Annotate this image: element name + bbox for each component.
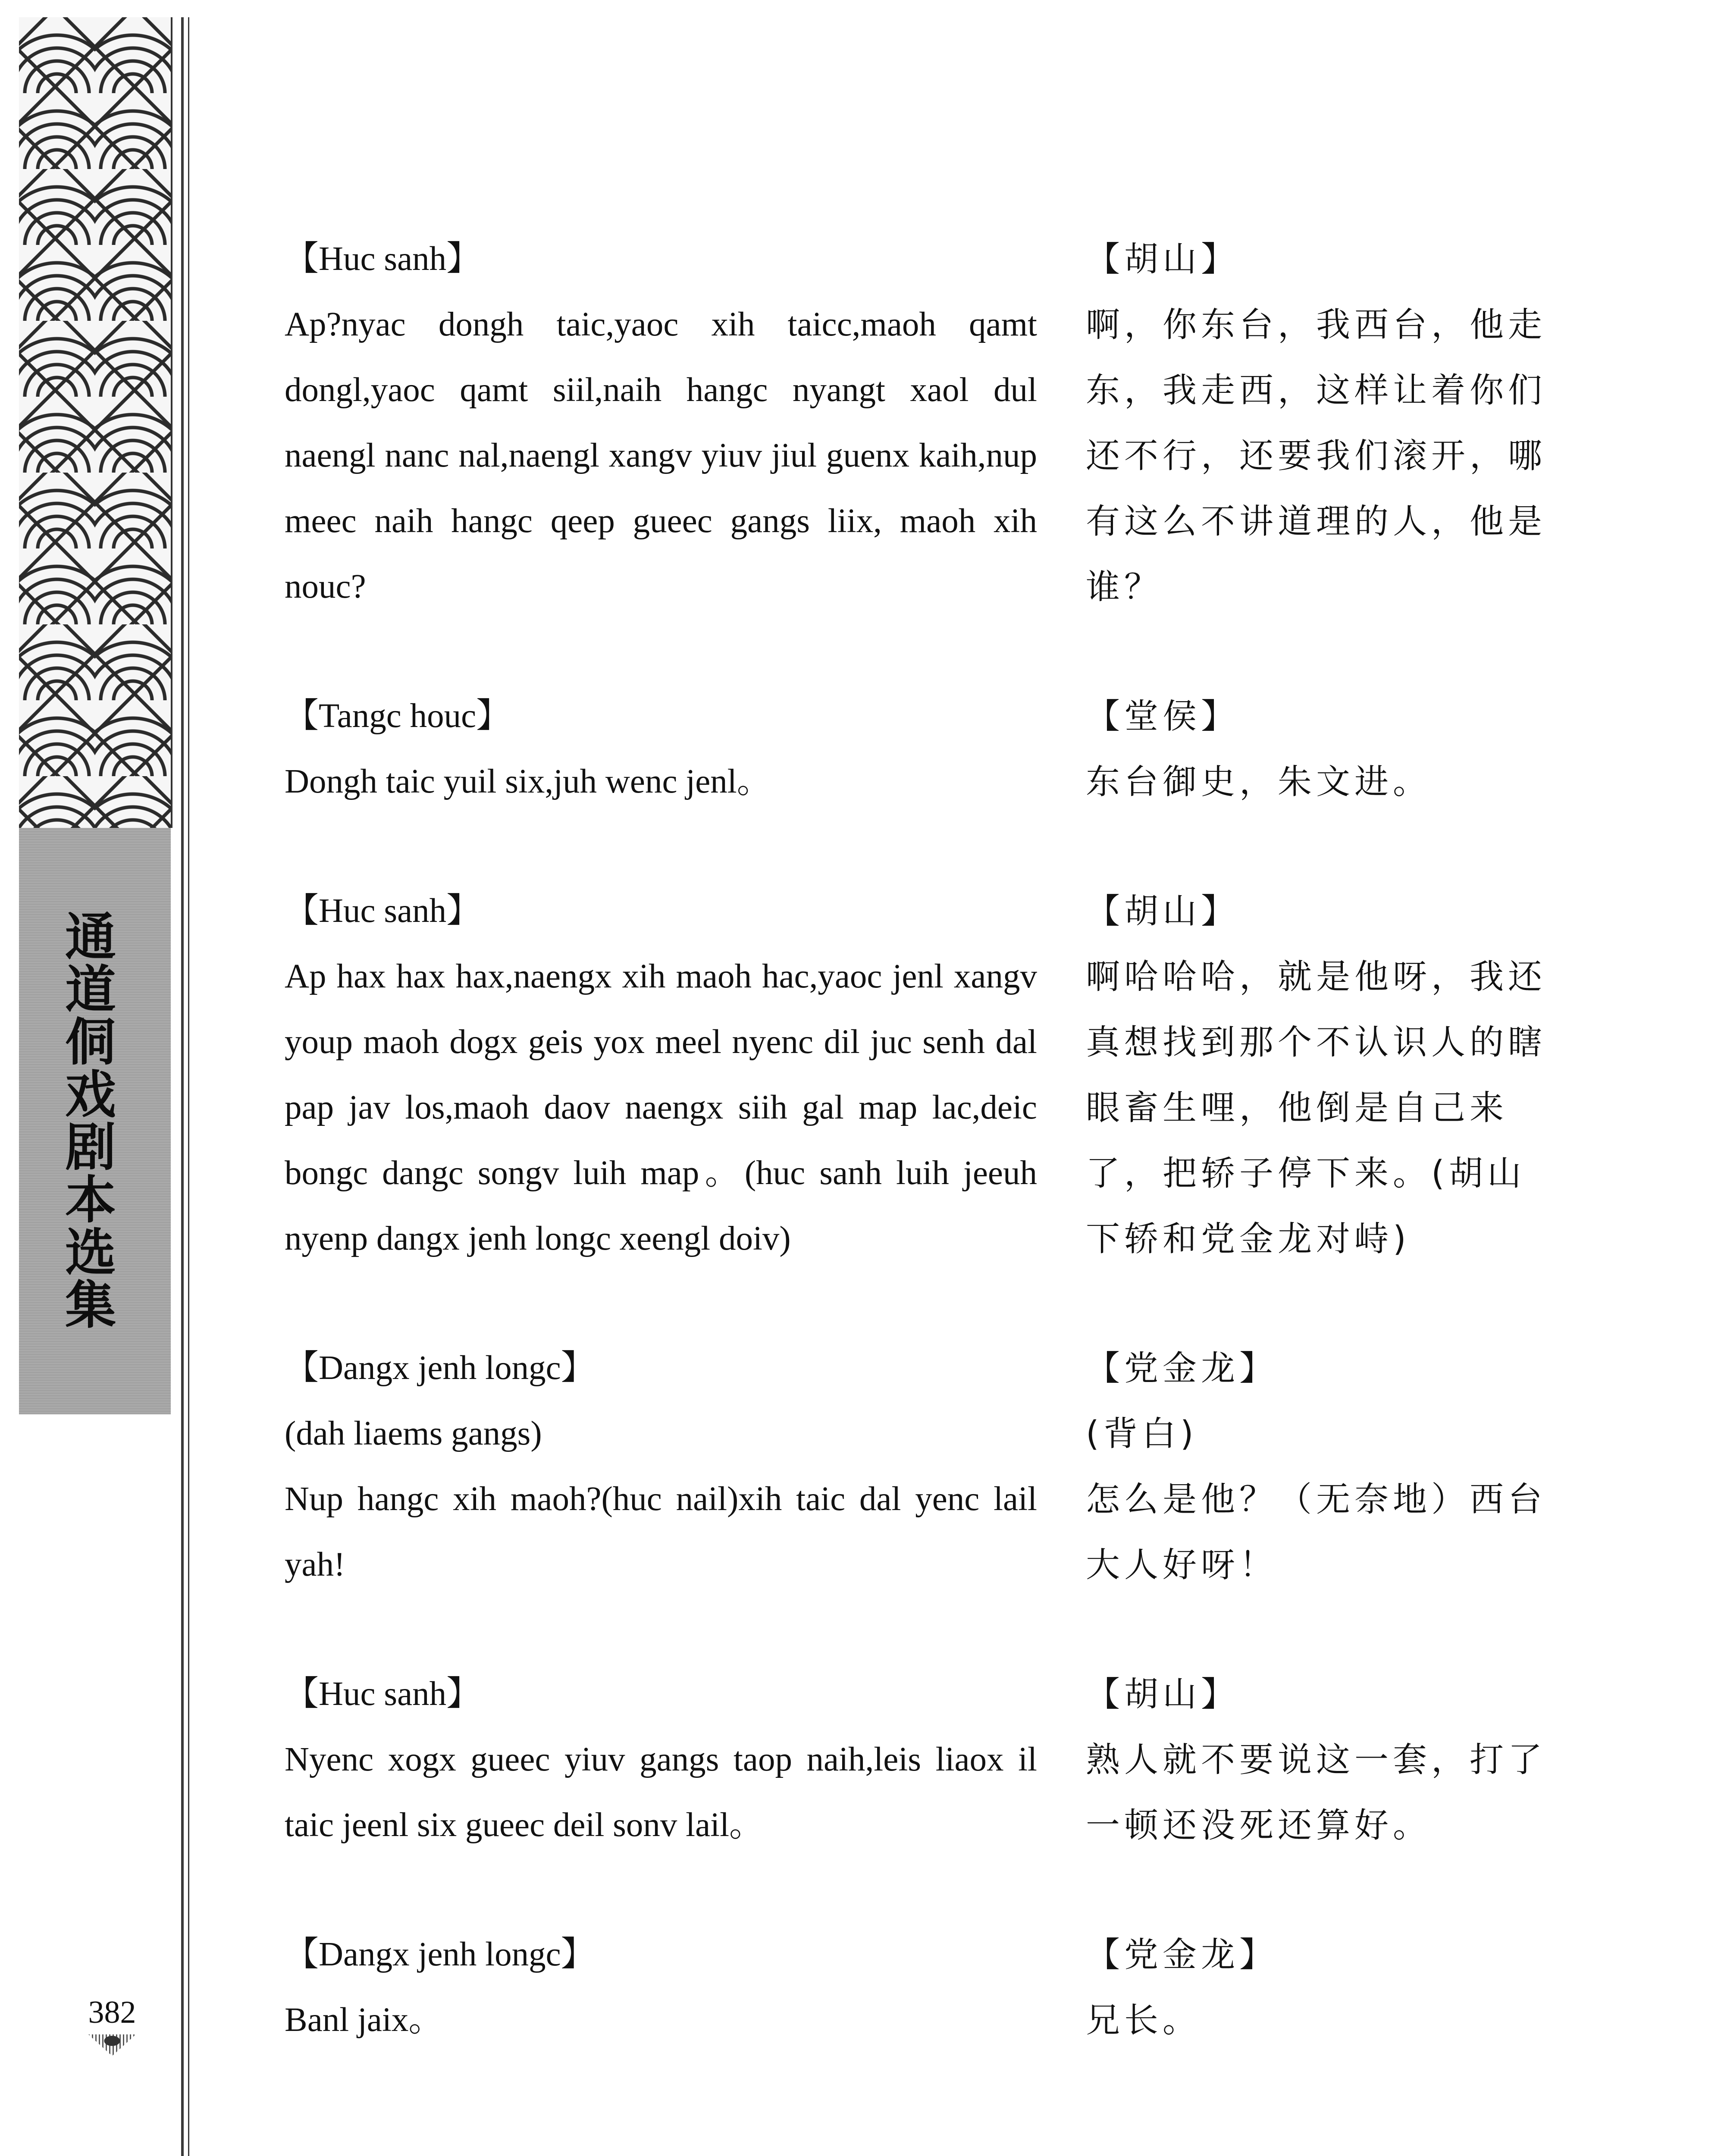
chinese-column	[1086, 1661, 1561, 1858]
speaker-label: 【Dangx jenh longc】	[285, 1349, 595, 1387]
chinese-column	[1086, 1335, 1561, 1598]
chinese-column	[1086, 226, 1561, 620]
speaker-label: 【胡山】	[1086, 1674, 1239, 1714]
margin-rule	[181, 17, 184, 2156]
romanized-column	[285, 1335, 1037, 1598]
dialogue-text: Nup hangc xih maoh?(huc nail)xih taic dal yenc lail yah!	[285, 1480, 1037, 1583]
romanized-column	[285, 226, 1037, 620]
dialogue-block	[285, 1335, 1561, 1598]
speaker-label: 【胡山】	[1086, 891, 1239, 931]
page-number: 382	[88, 1995, 136, 2030]
dialogue-text: 啊哈哈哈，就是他呀，我还真想找到那个不认识人的瞎眼畜生哩，他倒是自己来了，把轿子停下来。(胡山下轿和党金龙对峙)	[1086, 957, 1546, 1259]
dialogue-block	[285, 878, 1561, 1272]
cloud-pattern-border	[19, 17, 172, 828]
dialogue-block	[285, 683, 1561, 815]
speaker-label: 【Huc sanh】	[285, 1675, 481, 1713]
dialogue-block	[285, 1922, 1561, 2053]
speaker-label: 【党金龙】	[1086, 1935, 1278, 1974]
speaker-label: 【党金龙】	[1086, 1348, 1278, 1388]
dialogue-block	[285, 1661, 1561, 1858]
speaker-label: 【Dangx jenh longc】	[285, 1936, 595, 1973]
dialogue-text: 怎么是他？（无奈地）西台大人好呀！	[1086, 1479, 1546, 1585]
ornament-icon	[88, 2034, 136, 2056]
romanized-column	[285, 1661, 1037, 1858]
dialogue-text: Ap hax hax hax,naengx xih maoh hac,yaoc jenl xangv youp maoh dogx geis yox meel nyenc dil juc senh dal pap jav los,maoh daov naengx siih gal map lac,deic bongc dangc songv luih map。(huc sanh luih jeeuh nyenp dangx jenh longc xeengl doiv)	[285, 958, 1037, 1257]
margin-rule-thin	[188, 17, 189, 2156]
speaker-label: 【胡山】	[1086, 239, 1239, 279]
book-title: 通道侗戏剧本选集	[56, 910, 116, 1331]
stage-direction: (dah liaems gangs)	[285, 1415, 542, 1452]
speaker-label: 【Huc sanh】	[285, 240, 481, 278]
chinese-column	[1086, 1922, 1561, 2053]
dialogue-text: Ap?nyac dongh taic,yaoc xih taicc,maoh qamt dongl,yaoc qamt siil,naih hangc nyangt xaol dul naengl nanc nal,naengl xangv yiuv jiul guenx kaih,nup meec naih hangc qeep gueec gangs liix, maoh xih nouc?	[285, 306, 1037, 605]
dialogue-text: 啊，你东台，我西台，他走东，我走西，这样让着你们还不行，还要我们滚开，哪有这么不讲道理的人，他是谁？	[1086, 305, 1546, 607]
dialogue-text: Dongh taic yuil six,juh wenc jenl。	[285, 763, 771, 800]
speaker-label: 【Huc sanh】	[285, 892, 481, 930]
dialogue-text: Banl jaix。	[285, 2001, 443, 2039]
dialogue-text: 东台御史，朱文进。	[1086, 762, 1431, 802]
dialogue-text: 熟人就不要说这一套，打了一顿还没死还算好。	[1086, 1740, 1546, 1845]
stage-direction: (背白)	[1086, 1414, 1198, 1454]
dialogue-content	[285, 226, 1561, 2053]
dialogue-text: Nyenc xogx gueec yiuv gangs taop naih,leis liaox il taic jeenl six gueec deil sonv lail。	[285, 1741, 1037, 1844]
romanized-column	[285, 1922, 1037, 2053]
speaker-label: 【堂侯】	[1086, 696, 1239, 736]
dialogue-block	[285, 226, 1561, 620]
book-title-panel	[19, 828, 171, 1414]
dialogue-text: 兄长。	[1086, 2000, 1201, 2040]
chinese-column	[1086, 683, 1561, 815]
romanized-column	[285, 878, 1037, 1272]
romanized-column	[285, 683, 1037, 815]
chinese-column	[1086, 878, 1561, 1272]
speaker-label: 【Tangc houc】	[285, 697, 511, 735]
